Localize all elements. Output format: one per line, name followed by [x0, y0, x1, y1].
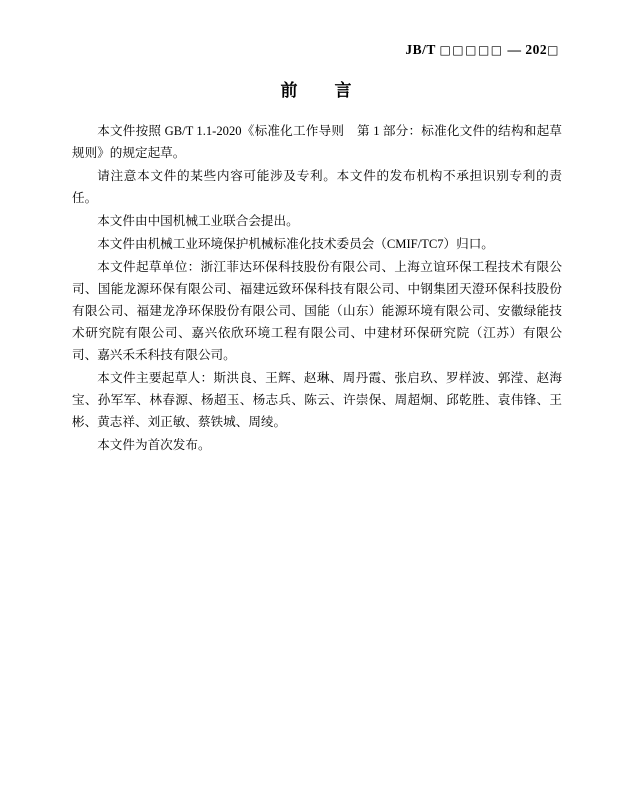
publication-year-placeholder: □ — [547, 43, 560, 57]
paragraph: 本文件按照 GB/T 1.1-2020《标准化工作导则 第 1 部分：标准化文件的结构和起草规则》的规定起草。 — [72, 124, 562, 160]
paragraph: 本文件为首次发布。 — [97, 438, 211, 452]
paragraph: 本文件主要起草人：斯洪良、王辉、赵琳、周丹霞、张启玖、罗样波、郭滢、赵海宝、孙军军、林春源、杨超玉、杨志兵、陈云、许崇保、周超炯、邱乾胜、袁伟锋、王彬、黄志祥、刘正敏、蔡铁城、周绫。 — [72, 371, 562, 429]
page-title: 前 言 — [280, 81, 362, 100]
publication-year: 202 — [525, 42, 548, 57]
paragraph: 本文件起草单位：浙江菲达环保科技股份有限公司、上海立谊环保工程技术有限公司、国能龙源环保有限公司、福建远致环保科技有限公司、中钢集团天澄环保科技股份有限公司、福建龙净环保股份有限公司、国能（山东）能源环境有限公司、安徽绿能技术研究院有限公司、嘉兴依欣环境工程有限公司、中建材环保研究院（江苏）有限公司、嘉兴禾禾科技有限公司。 — [72, 260, 562, 362]
paragraph: 本文件由中国机械工业联合会提出。 — [97, 214, 299, 228]
paragraph: 本文件由机械工业环境保护机械标准化技术委员会（CMIF/TC7）归口。 — [97, 237, 494, 251]
paragraph: 请注意本文件的某些内容可能涉及专利。本文件的发布机构不承担识别专利的责任。 — [72, 169, 562, 205]
page-header — [405, 42, 560, 58]
standard-code-prefix: JB/T — [405, 42, 436, 57]
standard-code-placeholder: □□□□□ — [439, 43, 504, 57]
foreword-body — [72, 120, 562, 457]
header-dash: — — [507, 42, 522, 57]
